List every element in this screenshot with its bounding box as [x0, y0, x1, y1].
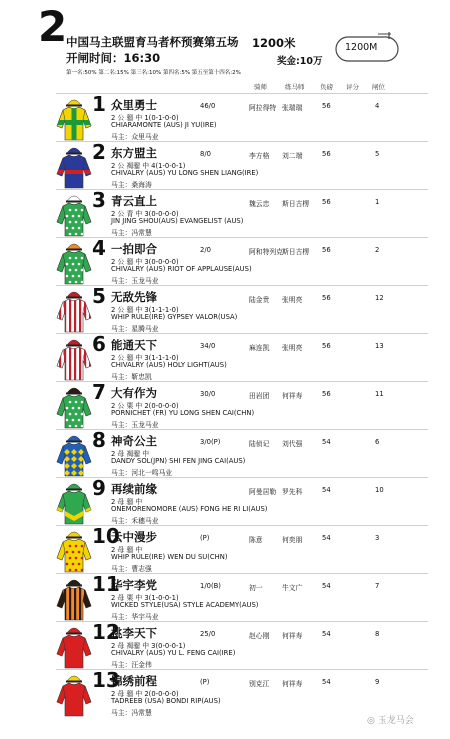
- weight: 54: [322, 534, 331, 542]
- saddle-number: 5: [92, 284, 106, 308]
- pedigree: CHIVALRY (AUS) RIOT OF APPLAUSE(AUS): [111, 265, 252, 273]
- horse-name: 东方盟主: [111, 146, 157, 160]
- runner-row: [0, 428, 450, 480]
- prize-distribution: 第一名:50% 第二名:15% 第三名:10% 第四名:5% 第五至第十四名:2%: [66, 70, 241, 76]
- horse-info: 2 公 骝 中 3(1-1-1-0): [111, 354, 179, 362]
- horse-name: 神奇公主: [111, 434, 157, 448]
- column-header-weight: 负磅: [320, 83, 333, 91]
- row-divider: [56, 429, 428, 430]
- horse-name: 华宇李党: [111, 578, 157, 592]
- jockey-name: 陆侦记: [249, 440, 270, 448]
- trainer-name: 牛文广: [282, 584, 303, 592]
- horse-info: 2 公 骝 中 3(0-0-0-0): [111, 258, 179, 266]
- form-record: 30/0: [200, 390, 216, 398]
- row-divider: [56, 93, 428, 94]
- horse-info: 2 公 褐骝 中 4(1-0-0-1): [111, 162, 186, 170]
- horse-name: 云中漫步: [111, 530, 157, 544]
- racing-silks-icon: [56, 432, 92, 477]
- form-record: 3/0(P): [200, 438, 221, 446]
- racing-silks-icon: [56, 96, 92, 141]
- horse-name: 锦绣前程: [111, 674, 157, 688]
- jockey-name: 麻连凯: [249, 344, 270, 352]
- track-distance-label: 1200M: [345, 42, 378, 53]
- horse-info: 2 母 褐骝 中 3(0-0-0-1): [111, 642, 186, 650]
- jockey-name: 田岩团: [249, 392, 270, 400]
- horse-info: 2 母 褐骝 中: [111, 450, 149, 458]
- form-record: 1/0(B): [200, 582, 221, 590]
- row-divider: [56, 477, 428, 478]
- draw: 1: [375, 198, 380, 206]
- jockey-name: 别克江: [249, 680, 270, 688]
- pedigree: WHIP RULE(IRE) GYPSEY VALOR(USA): [111, 313, 238, 321]
- owner: 马主：星腾马业: [111, 325, 159, 333]
- jockey-name: 阿和特列克: [249, 248, 283, 256]
- weight: 56: [322, 198, 331, 206]
- runner-row: [0, 572, 450, 624]
- owner: 马主：冯常慧: [111, 229, 152, 237]
- racing-silks-icon: [56, 480, 92, 525]
- jockey-name: 陆金贵: [249, 296, 270, 304]
- horse-info: 2 母 栗 中 3(1-0-0-1): [111, 594, 179, 602]
- weight: 54: [322, 438, 331, 446]
- trainer-name: 何奕朋: [282, 536, 303, 544]
- saddle-number: 4: [92, 236, 106, 260]
- runner-row: [0, 476, 450, 528]
- horse-name: 大有作为: [111, 386, 157, 400]
- draw: 2: [375, 246, 380, 254]
- runner-row: [0, 92, 450, 144]
- owner: 马主：禾穗马业: [111, 517, 159, 525]
- horse-info: 2 母 骝 中 2(0-0-0-0): [111, 690, 179, 698]
- horse-info: 2 母 骝 中: [111, 546, 143, 554]
- draw: 5: [375, 150, 380, 158]
- draw: 13: [375, 342, 384, 350]
- runner-row: [0, 332, 450, 384]
- column-header-rating: 评分: [346, 83, 359, 91]
- racing-silks-icon: [56, 624, 92, 669]
- weight: 54: [322, 486, 331, 494]
- horse-info: 2 公 栗 中 2(0-0-0-0): [111, 402, 179, 410]
- owner: 马主：玉龙马业: [111, 421, 159, 429]
- saddle-number: 9: [92, 476, 106, 500]
- horse-name: 桃李天下: [111, 626, 157, 640]
- pedigree: CHIVALRY (AUS) YU L. FENG CAI(IRE): [111, 649, 236, 657]
- form-record: 8/0: [200, 150, 211, 158]
- draw: 11: [375, 390, 384, 398]
- jockey-name: 陈意: [249, 536, 263, 544]
- runner-row: [0, 620, 450, 672]
- horse-name: 再续前缘: [111, 482, 157, 496]
- weight: 56: [322, 294, 331, 302]
- row-divider: [56, 285, 428, 286]
- weight: 56: [322, 102, 331, 110]
- trainer-name: 斯日古楞: [282, 200, 310, 208]
- owner: 马主：冯常慧: [111, 709, 152, 717]
- pedigree: WICKED STYLE(USA) STYLE ACADEMY(AUS): [111, 601, 259, 609]
- trainer-name: 张明亮: [282, 296, 303, 304]
- column-header-draw: 闸位: [372, 83, 385, 91]
- racing-silks-icon: [56, 384, 92, 429]
- trainer-name: 刘二端: [282, 152, 303, 160]
- pedigree: CHIARAMONTE (AUS) JI YU(IRE): [111, 121, 217, 129]
- weight: 54: [322, 582, 331, 590]
- horse-info: 2 公 骝 中 1(0-1-0-0): [111, 114, 179, 122]
- form-record: (P): [200, 678, 210, 686]
- pedigree: ONEMORENOMORE (AUS) FONG HE RI LI(AUS): [111, 505, 268, 513]
- runner-row: [0, 188, 450, 240]
- logo-text: 玉龙马会: [377, 716, 414, 726]
- saddle-number: 13: [92, 668, 120, 692]
- row-divider: [56, 381, 428, 382]
- racing-silks-icon: [56, 528, 92, 573]
- jockey-name: 初一: [249, 584, 263, 592]
- horse-name: 一拍即合: [111, 242, 157, 256]
- form-record: 25/0: [200, 630, 216, 638]
- form-record: 2/0: [200, 246, 211, 254]
- racing-silks-icon: [56, 144, 92, 189]
- owner: 马主：华宇马业: [111, 613, 159, 621]
- jockey-name: 魏云忠: [249, 200, 270, 208]
- trainer-name: 何祥寿: [282, 632, 303, 640]
- draw: 10: [375, 486, 384, 494]
- saddle-number: 12: [92, 620, 120, 644]
- weight: 56: [322, 342, 331, 350]
- runner-row: [0, 284, 450, 336]
- row-divider: [56, 141, 428, 142]
- owner: 马主：靳忠凯: [111, 373, 152, 381]
- row-divider: [56, 189, 428, 190]
- trainer-name: 张瑞瑞: [282, 104, 303, 112]
- start-time: 开闸时间：16:30: [66, 51, 161, 65]
- pedigree: WHIP RULE(IRE) WEN DU SU(CHN): [111, 553, 228, 561]
- saddle-number: 2: [92, 140, 106, 164]
- race-title: 中国马主联盟育马者杯预赛第五场: [66, 35, 239, 49]
- owner: 马主：玉龙马业: [111, 277, 159, 285]
- runner-row: [0, 140, 450, 192]
- jockey-name: 阿曼居勒: [249, 488, 277, 496]
- draw: 8: [375, 630, 380, 638]
- saddle-number: 11: [92, 572, 120, 596]
- draw: 12: [375, 294, 384, 302]
- horse-info: 2 公 骝 中 3(1-1-1-0): [111, 306, 179, 314]
- horse-name: 众里勇士: [111, 98, 157, 112]
- column-header-jockey: 骑师: [254, 83, 267, 91]
- draw: 9: [375, 678, 380, 686]
- weight: 56: [322, 390, 331, 398]
- jockey-name: 李方格: [249, 152, 270, 160]
- weight: 56: [322, 246, 331, 254]
- saddle-number: 3: [92, 188, 106, 212]
- race-distance: 1200米: [252, 36, 296, 50]
- racing-silks-icon: [56, 240, 92, 285]
- horse-name: 无敌先锋: [111, 290, 157, 304]
- weight: 54: [322, 678, 331, 686]
- pedigree: TADREEB (USA) BONDI RIP(AUS): [111, 697, 221, 705]
- jockey-name: 阿拉得特: [249, 104, 277, 112]
- owner: 马主：曹志强: [111, 565, 152, 573]
- weight: 54: [322, 630, 331, 638]
- horse-name: 能通天下: [111, 338, 157, 352]
- horse-name: 青云直上: [111, 194, 157, 208]
- horse-info: 2 母 骝 中: [111, 498, 143, 506]
- owner: 马主：汪金伟: [111, 661, 152, 669]
- owner: 马主：众里马业: [111, 133, 159, 141]
- pedigree: CHIVALRY (AUS) YU LONG SHEN LIANG(IRE): [111, 169, 259, 177]
- form-record: (P): [200, 534, 210, 542]
- track-diagram: [333, 30, 401, 64]
- draw: 6: [375, 438, 380, 446]
- trainer-name: 张明亮: [282, 344, 303, 352]
- weight: 56: [322, 150, 331, 158]
- form-record: 34/0: [200, 342, 216, 350]
- pedigree: JIN JING SHOU(AUS) EVANGELIST (AUS): [111, 217, 244, 225]
- pedigree: DANDY SOL(JPN) SHI FEN JING CAI(AUS): [111, 457, 246, 465]
- owner: 马主：河北一鸣马业: [111, 469, 173, 477]
- racing-silks-icon: [56, 672, 92, 717]
- form-record: 46/0: [200, 102, 216, 110]
- runner-row: [0, 380, 450, 432]
- draw: 3: [375, 534, 380, 542]
- draw: 7: [375, 582, 380, 590]
- row-divider: [56, 333, 428, 334]
- runner-row: [0, 524, 450, 576]
- prize-amount: 奖金:10万: [277, 56, 323, 67]
- pedigree: PORNICHET (FR) YU LONG SHEN CAI(CHN): [111, 409, 255, 417]
- saddle-number: 7: [92, 380, 106, 404]
- runner-row: [0, 236, 450, 288]
- racing-silks-icon: [56, 192, 92, 237]
- pedigree: CHIVALRY (AUS) HOLY LIGHT(AUS): [111, 361, 227, 369]
- trainer-name: 罗先科: [282, 488, 303, 496]
- trainer-name: 何祥寿: [282, 392, 303, 400]
- racing-silks-icon: [56, 336, 92, 381]
- horse-info: 2 公 青 中 3(0-0-0-0): [111, 210, 179, 218]
- saddle-number: 6: [92, 332, 106, 356]
- trainer-name: 何祥寿: [282, 680, 303, 688]
- trainer-name: 刘代强: [282, 440, 303, 448]
- row-divider: [56, 237, 428, 238]
- footer-logo: ◎ 玉龙马会: [367, 716, 414, 726]
- owner: 马主：桑海涛: [111, 181, 152, 189]
- jockey-name: 赵心刚: [249, 632, 270, 640]
- racing-silks-icon: [56, 576, 92, 621]
- draw: 4: [375, 102, 380, 110]
- trainer-name: 斯日古楞: [282, 248, 310, 256]
- race-number: 2: [38, 2, 68, 51]
- racing-silks-icon: [56, 288, 92, 333]
- saddle-number: 1: [92, 92, 106, 116]
- saddle-number: 10: [92, 524, 120, 548]
- saddle-number: 8: [92, 428, 106, 452]
- column-header-trainer: 练马师: [285, 83, 305, 91]
